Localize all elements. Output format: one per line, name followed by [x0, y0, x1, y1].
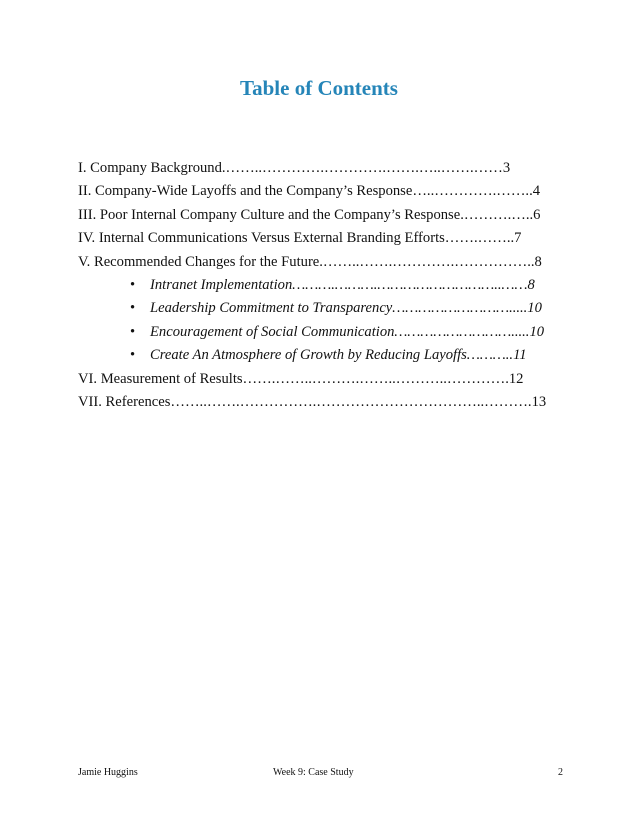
toc-subentry-intranet [78, 274, 563, 297]
table-of-contents [78, 157, 563, 414]
toc-subentry-label: Encouragement of Social Communication……………………….....10 [150, 323, 545, 340]
bullet-icon: • [130, 323, 136, 340]
toc-subentry-leadership [78, 297, 563, 320]
page-title: Table of Contents [240, 76, 398, 100]
toc-subentry-label: Intranet Implementation……….……….………………………..……8 [150, 276, 535, 293]
toc-entry-recommended-changes: V. Recommended Changes for the Future.……..…….………….……………..8 [78, 253, 542, 270]
toc-subentry-label: Create An Atmosphere of Growth by Reducing Layoffs………..11 [150, 347, 527, 364]
toc-entry-internal-communications: IV. Internal Communications Versus External Branding Efforts…….……..7 [78, 230, 522, 247]
toc-entry-references: VII. References……..…….…………….……………………………..……….13 [78, 393, 547, 410]
bullet-icon: • [130, 300, 136, 317]
footer-course: Week 9: Case Study [273, 767, 354, 778]
toc-entry-layoffs: II. Company-Wide Layoffs and the Company’s Response…..………….……..4 [78, 183, 541, 200]
toc-subentry-label: Leadership Commitment to Transparency……………………….....10 [150, 300, 542, 317]
toc-entry-company-background: I. Company Background.……..………….………….…….…..…….……3 [78, 160, 511, 176]
footer-page-number: 2 [558, 767, 563, 778]
footer-author: Jamie Huggins [78, 767, 138, 778]
bullet-icon: • [130, 347, 136, 364]
toc-subentry-growth [78, 344, 563, 367]
toc-subentry-social-communication [78, 321, 563, 344]
toc-entry-internal-culture: III. Poor Internal Company Culture and the Company’s Response.……….…..6 [78, 206, 541, 223]
bullet-icon: • [130, 276, 136, 293]
toc-entry-measurement: VI. Measurement of Results…….……..……….……..………..………….12 [78, 370, 524, 387]
